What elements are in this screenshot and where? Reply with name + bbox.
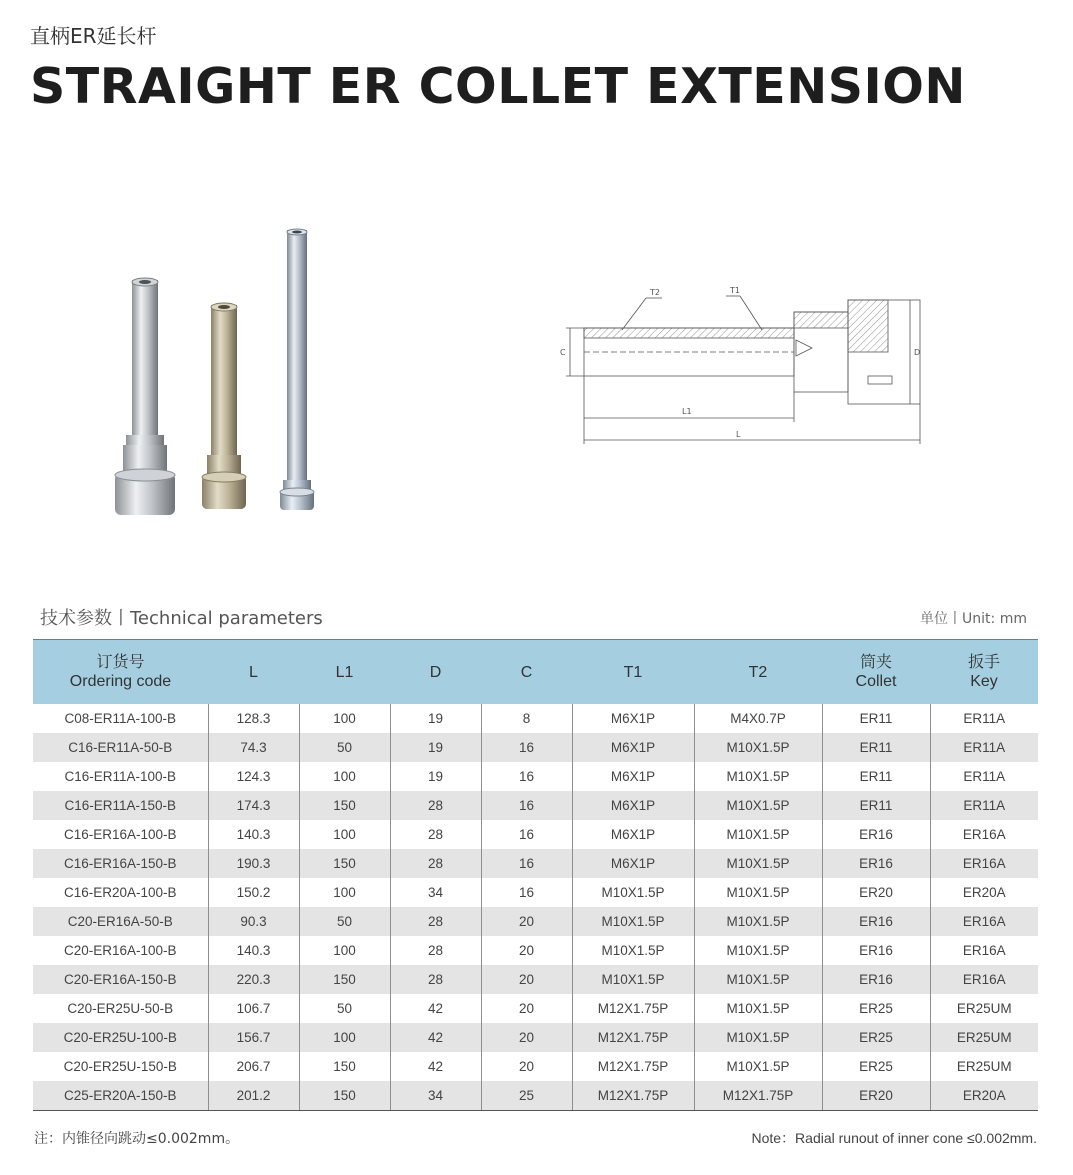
table-cell: M12X1.75P (572, 994, 694, 1023)
table-cell: M6X1P (572, 704, 694, 733)
table-cell: ER16A (930, 849, 1038, 878)
table-cell: C16-ER11A-100-B (33, 762, 208, 791)
table-cell: 150 (299, 791, 390, 820)
table-cell: 100 (299, 936, 390, 965)
table-cell: 28 (390, 936, 481, 965)
table-row (33, 1081, 1038, 1111)
table-cell: C16-ER11A-50-B (33, 733, 208, 762)
table-cell: M10X1.5P (694, 994, 822, 1023)
table-cell: C20-ER16A-50-B (33, 907, 208, 936)
table-cell: 50 (299, 733, 390, 762)
column-header-cn: 订货号 (96, 654, 145, 671)
table-cell: M10X1.5P (694, 733, 822, 762)
table-cell: C20-ER25U-150-B (33, 1052, 208, 1081)
column-header-en: L (249, 663, 258, 681)
column-header (822, 640, 930, 705)
page-title: STRAIGHT ER COLLET EXTENSION (30, 58, 966, 115)
table-cell: 16 (481, 878, 572, 907)
table-cell: 220.3 (208, 965, 299, 994)
table-cell: 100 (299, 704, 390, 733)
page-subtitle-cn: 直柄ER延长杆 (30, 24, 157, 48)
table-cell: ER11A (963, 711, 1006, 726)
table-cell: 20 (481, 936, 572, 965)
table-cell: ER16A (930, 907, 1038, 936)
table-cell: M6X1P (572, 762, 694, 791)
table-cell: M10X1.5P (572, 965, 694, 994)
table-cell: 8 (481, 704, 572, 733)
tool-right (280, 229, 314, 510)
table-cell: 19 (390, 762, 481, 791)
tool-middle (202, 303, 246, 509)
table-cell: ER20A (930, 1081, 1038, 1111)
column-header-cn: 扳手 (967, 654, 1000, 671)
table-cell: 140.3 (208, 936, 299, 965)
table-cell: M12X1.75P (572, 1023, 694, 1052)
table-cell: ER11 (822, 762, 930, 791)
table-cell: C20-ER25U-50-B (33, 994, 208, 1023)
table-cell: 34 (390, 1081, 481, 1111)
table-cell: 90.3 (208, 907, 299, 936)
table-row (33, 1023, 1038, 1052)
table-cell: C08-ER11A-100-B (33, 704, 208, 733)
table-cell: 42 (390, 1023, 481, 1052)
table-cell: 150 (299, 965, 390, 994)
note-cn: 注：内锥径向跳动≤0.002mm。 (34, 1131, 240, 1147)
column-header (930, 640, 1038, 705)
table-cell: ER20 (822, 1081, 930, 1111)
table-row (33, 878, 1038, 907)
table-row (33, 791, 1038, 820)
table-cell: M10X1.5P (694, 1023, 822, 1052)
table-cell: 20 (481, 1023, 572, 1052)
table-cell: ER16 (822, 936, 930, 965)
note-en: Note：Radial runout of inner cone ≤0.002mm. (751, 1130, 1037, 1146)
column-header (33, 640, 208, 705)
table-cell: 150 (299, 1081, 390, 1111)
table-cell: 100 (299, 878, 390, 907)
table-cell: C20-ER25U-100-B (33, 1023, 208, 1052)
column-header-en: Key (970, 673, 998, 690)
table-cell: ER25 (822, 1052, 930, 1081)
table-cell: 50 (299, 907, 390, 936)
table-cell: 16 (481, 849, 572, 878)
technical-parameters-table (33, 639, 1038, 1111)
table-cell: ER11A (963, 769, 1006, 784)
table-cell: C25-ER20A-150-B (33, 1081, 208, 1111)
column-header (208, 640, 299, 705)
column-header-en: T1 (623, 663, 643, 681)
table-cell: ER16A (930, 965, 1038, 994)
table-cell: 20 (481, 994, 572, 1023)
column-header-en: C (520, 663, 533, 681)
table-body (33, 704, 1038, 1111)
column-header-en: Collet (855, 673, 897, 690)
table-row (33, 1052, 1038, 1081)
column-header (572, 640, 694, 705)
table-cell: ER25 (822, 994, 930, 1023)
column-header (481, 640, 572, 705)
table-cell: 42 (390, 994, 481, 1023)
table-cell: ER16 (822, 965, 930, 994)
table-cell: 28 (390, 965, 481, 994)
table-cell: M10X1.5P (694, 907, 822, 936)
table-cell: M12X1.75P (572, 1052, 694, 1081)
table-cell: ER11 (822, 791, 930, 820)
table-row (33, 849, 1038, 878)
table-cell: 19 (390, 704, 481, 733)
table-cell: 42 (390, 1052, 481, 1081)
technical-drawing (550, 280, 930, 450)
table-cell: M10X1.5P (694, 762, 822, 791)
table-cell: 28 (390, 791, 481, 820)
table-cell: M6X1P (572, 733, 694, 762)
table-cell: 20 (481, 1052, 572, 1081)
table-cell: 150 (299, 1052, 390, 1081)
column-header-en: T2 (748, 663, 768, 681)
column-header (390, 640, 481, 705)
table-cell: ER16 (822, 907, 930, 936)
table-cell: M6X1P (572, 820, 694, 849)
table-cell: 150 (299, 849, 390, 878)
table-cell: M10X1.5P (694, 791, 822, 820)
drawing-label-l: L (736, 430, 741, 439)
table-cell: 20 (481, 907, 572, 936)
table-cell: 19 (390, 733, 481, 762)
table-cell: C16-ER20A-100-B (33, 878, 208, 907)
table-cell: 50 (299, 994, 390, 1023)
table-row (33, 936, 1038, 965)
table-cell: M4X0.7P (694, 704, 822, 733)
table-cell: 150.2 (208, 878, 299, 907)
table-cell: ER25UM (956, 1001, 1012, 1016)
table-cell: 16 (481, 791, 572, 820)
table-cell: M10X1.5P (572, 907, 694, 936)
table-cell: 25 (481, 1081, 572, 1111)
table-cell: ER11A (930, 791, 1038, 820)
table-row (33, 704, 1038, 733)
table-cell: M10X1.5P (694, 820, 822, 849)
table-cell: 100 (299, 762, 390, 791)
product-photo (100, 220, 330, 530)
table-row (33, 907, 1038, 936)
table-cell: C16-ER11A-150-B (33, 791, 208, 820)
table-cell: M10X1.5P (694, 878, 822, 907)
table-cell: ER25UM (930, 1023, 1038, 1052)
table-cell: C16-ER16A-100-B (33, 820, 208, 849)
unit-label: 单位丨Unit: mm (920, 611, 1027, 627)
table-cell: 100 (299, 820, 390, 849)
drawing-label-l1: L1 (682, 407, 692, 416)
table-cell: 128.3 (208, 704, 299, 733)
column-header-en: D (429, 663, 442, 681)
table-cell: ER11A (930, 733, 1038, 762)
table-cell: 124.3 (208, 762, 299, 791)
table-cell: 28 (390, 849, 481, 878)
table-cell: 140.3 (208, 820, 299, 849)
column-header-cn: 筒夹 (859, 654, 892, 671)
table-cell: ER25 (822, 1023, 930, 1052)
table-cell: 174.3 (208, 791, 299, 820)
table-cell: M10X1.5P (694, 936, 822, 965)
table-cell: C16-ER16A-150-B (33, 849, 208, 878)
drawing-label-t2: T2 (650, 288, 660, 297)
table-cell: 201.2 (208, 1081, 299, 1111)
section-label: 技术参数丨Technical parameters (40, 608, 323, 629)
table-cell: 190.3 (208, 849, 299, 878)
table-row (33, 762, 1038, 791)
table-cell: M6X1P (572, 791, 694, 820)
table-cell: ER11 (822, 733, 930, 762)
table-cell: M10X1.5P (572, 936, 694, 965)
table-cell: 156.7 (208, 1023, 299, 1052)
table-cell: C20-ER16A-150-B (33, 965, 208, 994)
table-cell: 28 (390, 907, 481, 936)
table-cell: ER20 (822, 878, 930, 907)
table-cell: M10X1.5P (572, 878, 694, 907)
table-cell: 28 (390, 820, 481, 849)
drawing-label-d: D (914, 348, 921, 357)
table-cell: 16 (481, 820, 572, 849)
drawing-label-t1: T1 (730, 286, 740, 295)
column-header (694, 640, 822, 705)
table-cell: ER16 (822, 820, 930, 849)
tool-left (115, 278, 175, 515)
table-cell: M6X1P (572, 849, 694, 878)
table-row (33, 965, 1038, 994)
table-cell: ER11 (822, 704, 930, 733)
table-cell: 16 (481, 733, 572, 762)
table-cell: 74.3 (208, 733, 299, 762)
table-cell: M10X1.5P (694, 1052, 822, 1081)
table-cell: ER25UM (956, 1059, 1012, 1074)
table-cell: ER16 (822, 849, 930, 878)
table-row (33, 820, 1038, 849)
table-cell: ER16A (962, 943, 1006, 958)
table-cell: 34 (390, 878, 481, 907)
table-cell: ER16A (962, 827, 1006, 842)
table-cell: M12X1.75P (572, 1081, 694, 1111)
table-cell: 106.7 (208, 994, 299, 1023)
column-header-en: Ordering code (69, 673, 172, 690)
table-cell: ER20A (962, 885, 1006, 900)
column-header (299, 640, 390, 705)
table-cell: M12X1.75P (694, 1081, 822, 1111)
drawing-label-c: C (560, 348, 566, 357)
table-cell: 16 (481, 762, 572, 791)
table-row (33, 994, 1038, 1023)
table-cell: C20-ER16A-100-B (33, 936, 208, 965)
table-row (33, 733, 1038, 762)
table-cell: M10X1.5P (694, 965, 822, 994)
table-cell: 206.7 (208, 1052, 299, 1081)
column-header-en: L1 (335, 663, 354, 681)
table-cell: 20 (481, 965, 572, 994)
table-cell: 100 (299, 1023, 390, 1052)
table-header-row (33, 640, 1038, 705)
table-cell: M10X1.5P (694, 849, 822, 878)
